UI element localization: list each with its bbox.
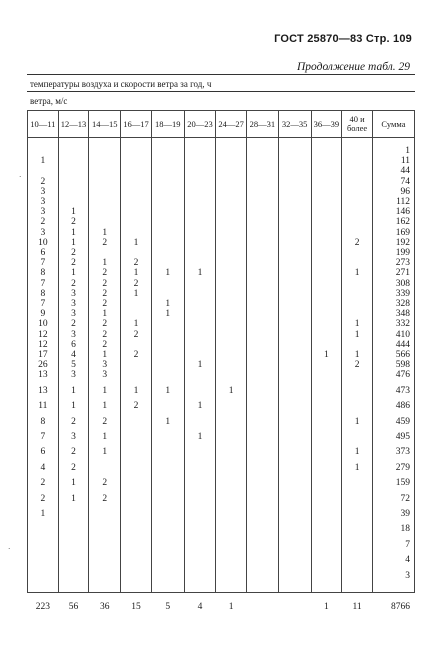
table-cell: 6	[71, 339, 76, 350]
table-cell: 2	[354, 237, 360, 248]
table-cell: 495	[395, 432, 410, 442]
page-title: ГОСТ 25870—83 Стр. 109	[274, 33, 412, 45]
column-header: 36—39	[311, 111, 342, 138]
table-cell: 1	[71, 207, 76, 218]
table-caption-line1: температуры воздуха и скорости ветра за год, ч	[30, 79, 212, 89]
table-cell: 2	[40, 478, 46, 489]
column-header: 14—15	[89, 111, 121, 138]
table-cell: 192	[395, 237, 410, 248]
table-cell: 2	[71, 462, 76, 473]
table-cell: 339	[395, 288, 410, 299]
table-cell: 2	[354, 360, 360, 371]
table-cell: 2	[102, 478, 108, 489]
table-cell: 12	[38, 339, 48, 350]
table-cell: 2	[71, 416, 76, 427]
column-header: 24—27	[216, 111, 247, 138]
table-cell: 1	[165, 299, 171, 309]
table-cell: 1	[102, 432, 108, 442]
table-cell: 1	[165, 416, 171, 427]
table-cell: 1	[102, 227, 108, 238]
table-cell: 2	[71, 248, 76, 258]
table-column	[121, 138, 152, 612]
total-cell: 11	[352, 602, 362, 612]
table-cell: 2	[71, 319, 76, 330]
column-header: 10—11	[28, 111, 59, 138]
table-cell: 2	[102, 278, 108, 289]
table-column	[216, 138, 247, 612]
total-cell: 4	[197, 602, 203, 612]
table-column	[247, 138, 279, 594]
table-cell: 3	[40, 207, 46, 218]
table-cell: 39	[400, 509, 410, 519]
table-cell: 146	[395, 207, 410, 218]
table-cell: 1	[354, 268, 360, 279]
table-cell: 1	[102, 447, 108, 458]
table-cell: 7	[40, 432, 46, 442]
table-cell: 7	[40, 299, 46, 309]
table-cell: 1	[197, 432, 203, 442]
table-cell: 328	[395, 299, 410, 309]
table-cell: 1	[71, 478, 76, 489]
table-cell: 271	[395, 268, 410, 279]
table-body	[28, 138, 415, 594]
table-cell: 1	[71, 385, 76, 396]
table-cell: 2	[102, 319, 108, 330]
table-cell: 1	[102, 309, 108, 320]
table-cell: 3	[71, 299, 76, 309]
table-cell: 2	[71, 217, 76, 228]
table-cell: 5	[71, 360, 76, 371]
margin-mark: ·	[19, 173, 22, 181]
table-header-row	[28, 111, 415, 138]
page-header	[0, 0, 424, 120]
table-cell: 3	[405, 570, 410, 581]
table-column	[184, 138, 216, 612]
table-cell: 3	[71, 370, 76, 381]
table-cell: 2	[71, 258, 76, 269]
table-cell: 459	[395, 416, 410, 427]
table-cell: 2	[102, 237, 108, 248]
table-cell: 12	[38, 329, 48, 340]
table-cell: 486	[395, 401, 410, 412]
table-cell: 1	[405, 146, 410, 156]
table-cell: 1	[102, 401, 108, 412]
table-cell: 1	[354, 329, 360, 340]
table-cell: 3	[40, 197, 46, 207]
table-cell: 444	[395, 339, 410, 350]
table-column	[28, 138, 59, 612]
table-cell: 279	[395, 462, 410, 473]
table-cell: 2	[102, 299, 108, 309]
table-column	[372, 138, 414, 612]
table-cell: 7	[40, 258, 46, 269]
table-cell: 598	[395, 360, 410, 371]
table-continuation-label: Продолжение табл. 29	[297, 61, 410, 73]
table-cell: 10	[38, 237, 48, 248]
table-cell: 2	[133, 258, 139, 269]
table-cell: 44	[400, 166, 410, 177]
caption-rule	[27, 91, 415, 92]
table-cell: 26	[38, 360, 48, 371]
table-cell: 8	[40, 416, 46, 427]
table-cell: 2	[102, 339, 108, 350]
column-header: 18—19	[151, 111, 184, 138]
table-cell: 3	[71, 309, 76, 320]
table-cell: 9	[40, 309, 46, 320]
bottom-rule	[27, 592, 415, 593]
table-cell: 2	[102, 288, 108, 299]
table-cell: 3	[71, 288, 76, 299]
table-column	[58, 138, 89, 612]
table-cell: 2	[102, 268, 108, 279]
table-cell: 13	[38, 385, 48, 396]
table-cell: 159	[395, 478, 410, 489]
table-cell: 1	[71, 227, 76, 238]
column-header: 40 и более	[342, 111, 373, 138]
table-cell: 10	[38, 319, 48, 330]
table-cell: 1	[354, 462, 360, 473]
table-cell: 72	[400, 493, 410, 504]
total-cell: 15	[131, 602, 141, 612]
table-column	[89, 138, 121, 612]
table-cell: 1	[71, 268, 76, 279]
total-cell: 56	[68, 602, 79, 612]
table-cell: 1	[102, 258, 108, 269]
table-cell: 476	[395, 370, 410, 381]
column-header: Сумма	[372, 111, 414, 138]
table-cell: 2	[40, 217, 46, 228]
table-cell: 1	[354, 350, 360, 360]
table-cell: 3	[71, 329, 76, 340]
table-cell: 1	[71, 493, 76, 504]
table-cell: 2	[133, 401, 139, 412]
table-column	[342, 138, 373, 612]
total-cell: 36	[100, 602, 110, 612]
table-cell: 2	[71, 447, 76, 458]
table-cell: 199	[395, 248, 410, 258]
table-cell: 1	[71, 237, 76, 248]
table-cell: 3	[102, 360, 108, 371]
table-cell: 1	[165, 385, 171, 396]
column-header: 12—13	[58, 111, 89, 138]
table-cell: 2	[40, 493, 46, 504]
table-cell: 8	[40, 268, 46, 279]
table-cell: 2	[102, 329, 108, 340]
table-cell: 3	[40, 227, 46, 238]
table-cell: 1	[102, 385, 108, 396]
table-cell: 74	[400, 176, 410, 187]
total-cell: 1	[228, 602, 234, 612]
table-cell: 169	[395, 227, 410, 238]
table-cell: 1	[40, 156, 46, 167]
total-cell: 223	[35, 602, 50, 612]
column-header: 32—35	[278, 111, 311, 138]
table-cell: 2	[133, 350, 139, 360]
table-cell: 162	[395, 217, 410, 228]
table-cell: 4	[40, 462, 46, 473]
table-cell: 11	[38, 401, 48, 412]
table-cell: 273	[395, 258, 410, 269]
table-cell: 1	[165, 309, 171, 320]
table-column	[311, 138, 342, 612]
table-cell: 17	[38, 350, 48, 360]
table-cell: 1	[228, 385, 234, 396]
table-cell: 566	[395, 350, 410, 360]
table-cell: 2	[133, 329, 139, 340]
table-cell: 4	[71, 350, 76, 360]
table-cell: 18	[400, 524, 410, 535]
column-header: 20—23	[184, 111, 216, 138]
table-cell: 6	[40, 248, 46, 258]
table-cell: 3	[71, 432, 76, 442]
table-cell: 8	[40, 288, 46, 299]
table-cell: 96	[400, 186, 410, 197]
table-cell: 1	[133, 385, 139, 396]
table-cell: 1	[133, 319, 139, 330]
table-cell: 473	[395, 385, 410, 396]
table-cell: 2	[102, 493, 108, 504]
table-cell: 1	[197, 401, 203, 412]
table-cell: 7	[40, 278, 46, 289]
table-cell: 1	[102, 350, 108, 360]
table-cell: 373	[395, 447, 410, 458]
table-cell: 3	[40, 186, 46, 197]
top-rule	[27, 74, 415, 75]
table-cell: 1	[197, 360, 203, 371]
table-cell: 332	[395, 319, 410, 330]
table-cell: 308	[395, 278, 410, 289]
table-cell: 13	[38, 370, 48, 381]
table-cell: 348	[395, 309, 410, 320]
table-cell: 1	[133, 268, 139, 279]
table-cell: 1	[197, 268, 203, 279]
table-cell: 2	[71, 278, 76, 289]
table-cell: 7	[405, 539, 410, 550]
table-cell: 1	[40, 509, 46, 519]
table-cell: 1	[354, 447, 360, 458]
table-cell: 4	[405, 555, 410, 566]
table-cell: 2	[102, 416, 108, 427]
table-cell: 1	[133, 237, 139, 248]
total-cell: 8766	[391, 602, 410, 612]
table-cell: 3	[102, 370, 108, 381]
table-cell: 410	[395, 329, 410, 340]
total-cell: 5	[165, 602, 171, 612]
table-cell: 6	[40, 447, 46, 458]
data-table	[27, 110, 415, 612]
table-caption-line2: ветра, м/с	[30, 96, 68, 106]
table-cell: 2	[40, 176, 46, 187]
table-cell: 1	[323, 350, 329, 360]
table-cell: 2	[133, 278, 139, 289]
table-cell: 1	[354, 319, 360, 330]
table-cell: 1	[354, 416, 360, 427]
table-cell: 1	[165, 268, 171, 279]
table-column	[151, 138, 184, 612]
total-cell: 1	[323, 602, 329, 612]
column-header: 28—31	[247, 111, 279, 138]
table-cell: 11	[400, 156, 410, 167]
table-cell: 1	[133, 288, 139, 299]
column-header: 16—17	[121, 111, 152, 138]
table-column	[278, 138, 311, 594]
table-cell: 1	[71, 401, 76, 412]
table-cell: 112	[396, 197, 410, 207]
margin-mark: ·	[8, 545, 11, 553]
